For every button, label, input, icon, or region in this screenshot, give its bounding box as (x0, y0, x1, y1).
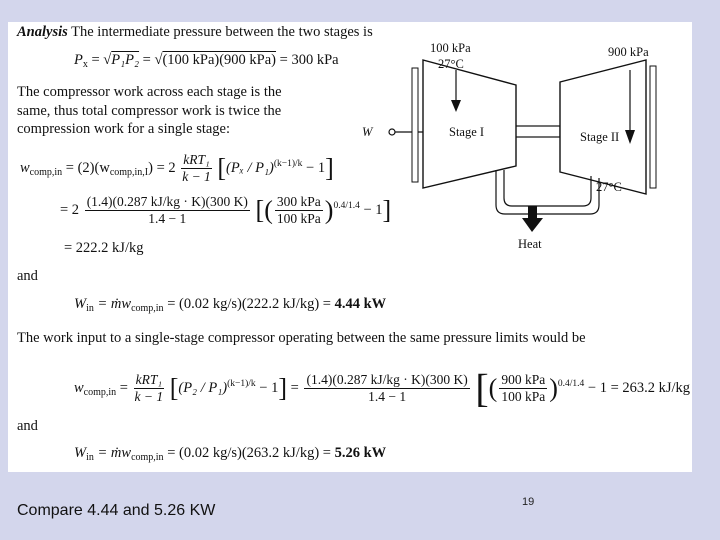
analysis-lead: Analysis (17, 24, 68, 40)
stage-two-compressor (560, 60, 646, 194)
single-stage-work-equation: $w_{comp,in}$ = $\frac{\text{kRT₁}}{k - 1}$ [(P₂ / P₁)$^{(k-1)/k}$ − 1] = $\frac{(1.4)(0.287 kJ/kg \cdot K)(300 K)}{1.4 - 1}$ [( $\frac{\text{900 kPa}}{\text{100 kPa}}$ )$^{0.4/1.4}$ − 1 = 263.2 kJ/kg (74, 365, 691, 411)
compressor-work-paragraph: The compressor work across each stage is the same, thus total compressor work is twice the compression work for a single stage: (17, 84, 282, 137)
w1-factor-subscript: comp,in,I (109, 166, 149, 178)
w2-inner-denominator: 100 kPa (276, 211, 321, 226)
win1-subscript: in (86, 303, 94, 314)
stage-one-compressor (423, 60, 516, 188)
stage-one-label: Stage I (449, 125, 485, 139)
ws-inner-denominator: 100 kPa (501, 389, 546, 404)
single-stage-paragraph: The work input to a single-stage compressor operating between the same pressure limits would be (17, 330, 586, 346)
shaft-end (389, 129, 395, 135)
ws-pressure-ratio: (P₂ / P₁) (178, 379, 228, 396)
ws-inner-numerator: 900 kPa (501, 372, 546, 387)
two-stage-work-numeric: = 2 $\frac{(1.4)(0.287 kJ/kg \cdot K)(300 K)}{1.4 - 1}$ [( $\frac{\text{300 kPa}}{\text{100 kPa}}$ )$^{0.4/1.4}$ − 1] (60, 194, 392, 226)
ws-minus-one: − 1 (259, 379, 279, 396)
win1-mass-work-subscript: comp,in (131, 303, 164, 314)
ws-exponent-2: 0.4/1.4 (557, 378, 585, 389)
heat-arrow-stem (528, 206, 537, 220)
ws-numeric-numerator: (1.4)(0.287 kJ/kg · K)(300 K) (306, 372, 468, 387)
px-sqrt-values: (100 kPa)(900 kPa) (162, 52, 277, 68)
ws-fraction-numerator: kRT₁ (135, 372, 163, 387)
intercool-temp-label: 27°C (596, 180, 622, 194)
px-result: = 300 kPa (279, 52, 339, 68)
outlet-pressure-label: 900 kPa (608, 45, 649, 59)
win2-mass-work: = ṁw (97, 445, 132, 461)
w1-exponent: (k−1)/k (273, 158, 303, 169)
px-sqrt-term: P₁P₂ (111, 52, 140, 68)
w2-minus-one: − 1 (363, 201, 383, 218)
px-subscript: x (82, 59, 88, 70)
w2-fraction-numerator: (1.4)(0.287 kJ/kg · K)(300 K) (86, 194, 248, 209)
win1-symbol: W (74, 296, 87, 312)
analysis-intro: The intermediate pressure between the two stages is (71, 24, 373, 40)
two-stage-work-result: = 222.2 kJ/kg (64, 240, 144, 256)
ws-result: − 1 = 263.2 kJ/kg (587, 379, 691, 396)
w2-exponent: 0.4/1.4 (333, 200, 360, 211)
ws-subscript: comp,in (83, 386, 117, 398)
inlet-temp-label: 27°C (438, 57, 464, 71)
px-symbol: P (74, 52, 83, 68)
win1-result: 4.44 kW (334, 296, 387, 312)
win2-result: 5.26 kW (334, 445, 387, 461)
w1-subscript: comp,in (29, 166, 63, 178)
intermediate-pressure-equation: $P_x = √P_1P_2 = √(100$ kPa)(900 kPa) = 300 kPa (74, 52, 339, 70)
stage-one-casing (412, 68, 418, 182)
win2-mass-work-subscript: comp,in (131, 452, 164, 463)
work-label: W (362, 125, 373, 139)
w1-minus-one: − 1 (306, 159, 326, 176)
stage-two-casing (650, 66, 656, 188)
win2-symbol: W (74, 445, 87, 461)
w1-pressure-ratio: (Pₓ / P₁) (226, 159, 274, 176)
w1-symbol: w (20, 159, 30, 176)
w2-fraction-denominator: 1.4 − 1 (148, 211, 187, 226)
shaft-coupling (515, 126, 560, 137)
inlet-pressure-label: 100 kPa (430, 41, 471, 55)
ws-numeric-denominator: 1.4 − 1 (368, 389, 407, 404)
win1-values: = (0.02 kg/s)(222.2 kJ/kg) = (167, 296, 331, 312)
heat-label: Heat (518, 237, 542, 251)
ws-exponent: (k−1)/k (227, 378, 256, 389)
slide-caption: Compare 4.44 and 5.26 KW (17, 502, 216, 519)
ws-equals-2: = (290, 379, 299, 396)
and-label-1: and (17, 268, 38, 284)
two-stage-work-equation: $w_{comp,in} = (2)(w_{comp,in,I}) = 2$ $\frac{\text{kRT₁}}{k - 1}$ [(Pₓ / P₁)$^{(k-1)/k}$ − 1] (20, 152, 334, 184)
w1-equals-two: ) = 2 (148, 159, 176, 176)
ws-equals: = (119, 379, 128, 396)
page-number: 19 (522, 496, 535, 508)
win1-mass-work: = ṁw (97, 296, 132, 312)
heat-arrow-head (522, 218, 543, 232)
stage-two-label: Stage II (580, 130, 620, 144)
ws-symbol: w (74, 379, 84, 396)
w1-fraction-numerator: kRT₁ (183, 152, 210, 167)
w2-lead: = 2 (60, 201, 80, 218)
win2-values: = (0.02 kg/s)(263.2 kJ/kg) = (167, 445, 331, 461)
ws-fraction-denominator: k − 1 (134, 389, 164, 404)
w2-inner-numerator: 300 kPa (276, 194, 321, 209)
and-label-2: and (17, 418, 38, 434)
w1-factor: = (2)(w (65, 159, 110, 176)
win2-subscript: in (86, 452, 94, 463)
w1-fraction-denominator: k − 1 (182, 169, 211, 184)
